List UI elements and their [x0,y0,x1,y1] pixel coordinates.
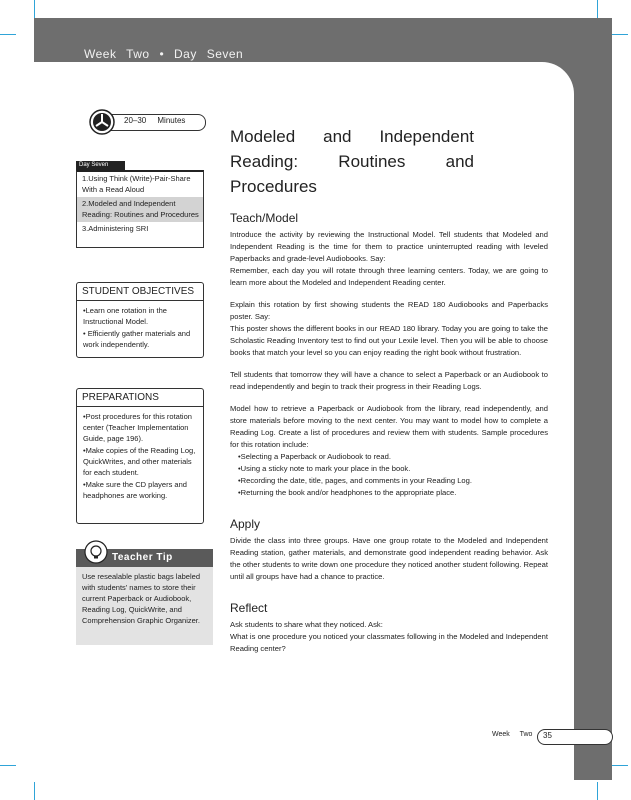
objectives-list [77,301,203,355]
crop-mark [34,782,35,800]
agenda-item: 3.Administering SRI [82,224,149,233]
list-item: •Make sure the CD players and headphones are working. [83,480,187,500]
preparations-list [77,407,203,506]
header-week: Week [84,47,117,61]
paragraph-say: This poster shows the different books in our READ 180 library. Today you are going to take the Scholastic Reading Inventory test to find out your Lexile level. Then you will be able to choose books that match your level so you can enjoy reading the right book without frustration. [230,324,548,357]
page-title: Modeled and Independent Reading: Routines and Procedures [230,127,474,196]
crop-mark [597,782,598,800]
teacher-tip-body: Use resealable plastic bags labeled with students' names to store their current Paperback or Audiobook, Reading Log, QuickWrite, and Comprehension Graphic Organizer. [76,567,213,645]
crop-mark [612,34,628,35]
section-heading-apply: Apply [230,517,261,531]
clock-icon [88,108,116,136]
preparations-title: PREPARATIONS [77,389,203,407]
paragraph: Ask students to share what they noticed. Ask: [230,620,383,629]
crop-mark [612,765,628,766]
paragraph: Model how to retrieve a Paperback or Audiobook from the library, read independently, and store materials before moving to the next center. You may want to model how to complete a Reading Log. Create a list of procedures and review them with students. Sample procedures for this rotation include: [230,404,548,449]
header-two: Two [126,47,150,61]
crop-mark [0,34,16,35]
paragraph: Explain this rotation by first showing students the READ 180 Audiobooks and Paperbacks poster. Say: [230,300,548,321]
main-content [230,124,548,665]
paragraph: Introduce the activity by reviewing the Instructional Model. Tell students that Modeled and Independent Reading is the time for them to practice uninterrupted reading with leveled Paperbacks and grade-level Audiobooks. Say: [230,230,548,263]
paragraph: Divide the class into three groups. Have one group rotate to the Modeled and Independent Reading station, gather materials, and demonstrate good independent reading behavior. Ask the other students to write down one procedure they noticed another student following. Repeat until all groups have had a chance to practice. [230,536,548,581]
preparations-box [76,388,204,524]
day-agenda [76,170,204,248]
list-item: •Learn one rotation in the Instructional Model. [83,306,167,326]
footer-two: Two [519,731,533,738]
header-dot: • [159,47,165,61]
section-heading-teach: Teach/Model [230,211,299,225]
procedure-list [238,451,548,499]
footer-label [492,731,540,738]
crop-mark [597,0,598,18]
paragraph: Tell students that tomorrow they will have a chance to select a Paperback or an Audiobook to read independently and begin to track their progress in their Reading Logs. [230,370,548,391]
agenda-item: 1.Using Think (Write)-Pair-Share With a Read Aloud [82,174,191,194]
section-heading-reflect: Reflect [230,601,268,615]
teacher-tip-title: Teacher Tip [112,552,173,563]
crop-mark [0,765,16,766]
page-number: 35 [543,731,552,740]
objectives-title: STUDENT OBJECTIVES [77,283,203,301]
objectives-box [76,282,204,358]
header-seven: Seven [206,47,244,61]
list-item: •Using a sticky note to mark your place in the book. [238,464,411,473]
list-item: •Selecting a Paperback or Audiobook to read. [238,452,391,461]
time-label [124,116,185,125]
list-item: •Recording the date, title, pages, and comments in your Reading Log. [238,476,472,485]
list-item: •Returning the book and/or headphones to the appropriate place. [238,488,457,497]
list-item: • Efficiently gather materials and work independently. [83,329,191,349]
time-unit: Minutes [157,116,186,125]
running-header [84,47,249,61]
agenda-item-active: 2.Modeled and Independent Reading: Routines and Procedures [77,197,203,222]
day-tab: Day Seven [76,161,125,170]
list-item: •Make copies of the Reading Log, QuickWrites, and other materials for each student. [83,446,196,477]
paragraph-say: Remember, each day you will rotate through three learning centers. Today, we are going to learn more about the Modeled and Independent Reading center. [230,266,548,287]
footer-week: Week [492,731,510,738]
lightbulb-icon [84,540,108,564]
paragraph-say: What is one procedure you noticed your classmates following in the Modeled and Independent Reading center? [230,632,548,653]
crop-mark [34,0,35,18]
time-range: 20–30 [124,116,147,125]
header-day: Day [174,47,197,61]
list-item: •Post procedures for this rotation center (Teacher Implementation Guide, page 196). [83,412,192,443]
